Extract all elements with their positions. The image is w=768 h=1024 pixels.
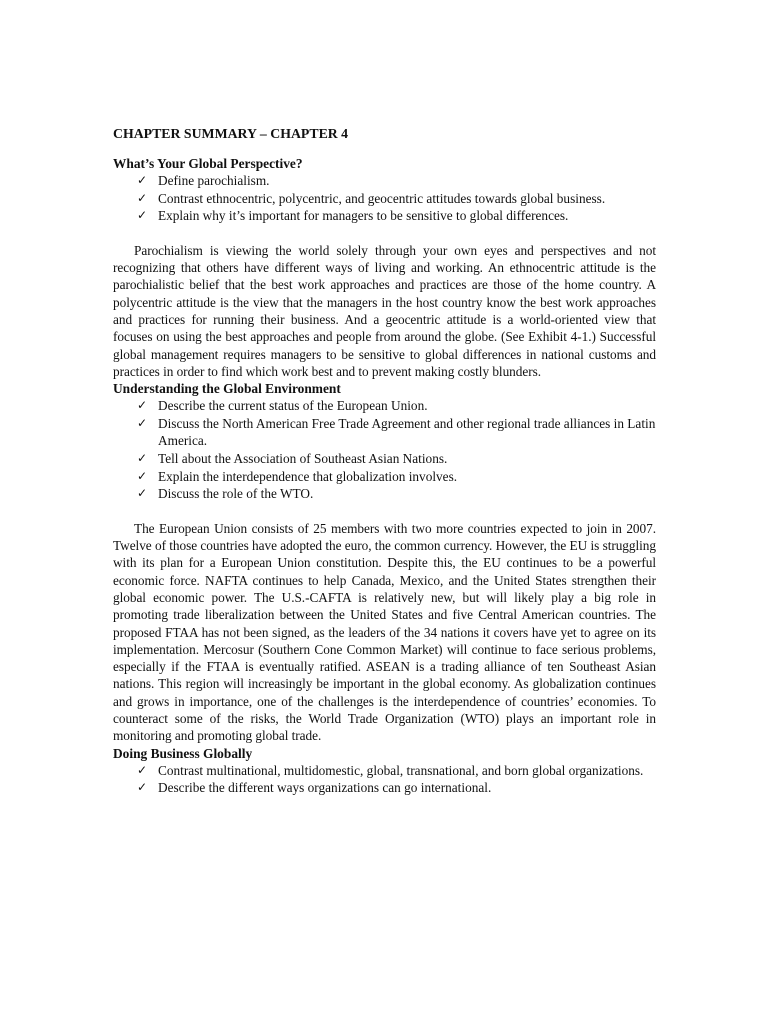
checkmark-icon: ✓ xyxy=(137,450,148,465)
summary-paragraph-global-perspective: Parochialism is viewing the world solely through your own eyes and perspectives and not recognizing that others have different ways of living and working. An ethnocentric attitude is the parochialistic belief that the best work approaches and practices are those of the home country. A polycentric attitude is the view that the managers in the host country know the best work approaches and practices for running their business. And a geocentric attitude is a world-oriented view that focuses on using the best approaches and people from around the globe. (See Exhibit 4-1.) Successful global management requires managers to be sensitive to global differences in national customs and practices in order to find which work best and to prevent making costly blunders. xyxy=(113,242,656,379)
section-heading-global-perspective: What’s Your Global Perspective? xyxy=(113,156,303,171)
objectives-list-global-environment xyxy=(113,397,656,503)
objective-item xyxy=(137,172,656,190)
checkmark-icon: ✓ xyxy=(137,780,148,795)
checkmark-icon: ✓ xyxy=(137,468,148,483)
objective-item xyxy=(137,762,656,780)
checkmark-icon: ✓ xyxy=(137,190,148,205)
objective-text: Define parochialism. xyxy=(158,173,270,188)
objective-text: Describe the current status of the European Union. xyxy=(158,398,428,414)
objective-item xyxy=(137,415,656,450)
objectives-list-doing-business-globally xyxy=(113,762,656,797)
chapter-title: CHAPTER SUMMARY – CHAPTER 4 xyxy=(113,126,349,141)
checkmark-icon: ✓ xyxy=(137,208,148,223)
checkmark-icon: ✓ xyxy=(137,486,148,501)
spacer xyxy=(113,225,656,242)
objective-text: Explain why it’s important for managers to be sensitive to global differences. xyxy=(158,208,569,224)
summary-paragraph-global-environment: The European Union consists of 25 members with two more countries expected to join in 2007. Twelve of those countries have adopted the euro, the common currency. However, the EU is struggling with its plan for a European Union constitution. Despite this, the EU continues to be a powerful economic force. NAFTA continues to help Canada, Mexico, and the United States strengthen their global economic power. The U.S.-CAFTA is relatively new, but will likely play a big role in promoting trade liberalization between the United States and five Central American countries. The proposed FTAA has not been signed, as the leaders of the 34 nations it covers have yet to agree on its implementation. Mercosur (Southern Cone Common Market) will continue to face serious problems, especially if the FTAA is eventually ratified. ASEAN is a trading alliance of ten Southeast Asian nations. This region will increasingly be important in the global economy. As globalization continues and grows in importance, one of the challenges is the interdependence of countries’ economies. To counteract some of the risks, the World Trade Organization (WTO) plays an important role in monitoring and promoting global trade. xyxy=(113,520,656,744)
objective-item xyxy=(137,397,656,415)
objective-item xyxy=(137,485,656,503)
objective-item xyxy=(137,779,656,797)
checkmark-icon: ✓ xyxy=(137,415,148,430)
section-heading-global-environment: Understanding the Global Environment xyxy=(113,381,341,397)
objective-text: Contrast multinational, multidomestic, global, transnational, and born global organizations. xyxy=(158,762,644,778)
objective-item xyxy=(137,207,656,225)
objective-text: Discuss the North American Free Trade Agreement and other regional trade alliances in Latin America. xyxy=(158,415,656,449)
section-heading-doing-business-globally: Doing Business Globally xyxy=(113,745,253,761)
objective-text: Tell about the Association of Southeast Asian Nations. xyxy=(158,450,448,466)
objective-item xyxy=(137,450,656,468)
checkmark-icon: ✓ xyxy=(137,173,148,187)
spacer xyxy=(113,503,656,520)
objective-text: Discuss the role of the WTO. xyxy=(158,486,314,502)
objective-text: Describe the different ways organizations can go international. xyxy=(158,780,492,796)
checkmark-icon: ✓ xyxy=(137,762,148,777)
document-page xyxy=(113,125,656,797)
checkmark-icon: ✓ xyxy=(137,398,148,413)
objective-text: Explain the interdependence that globalization involves. xyxy=(158,468,458,484)
objectives-list-global-perspective xyxy=(113,172,656,225)
objective-item xyxy=(137,190,656,208)
objective-item xyxy=(137,468,656,486)
objective-text: Contrast ethnocentric, polycentric, and geocentric attitudes towards global business. xyxy=(158,190,606,206)
